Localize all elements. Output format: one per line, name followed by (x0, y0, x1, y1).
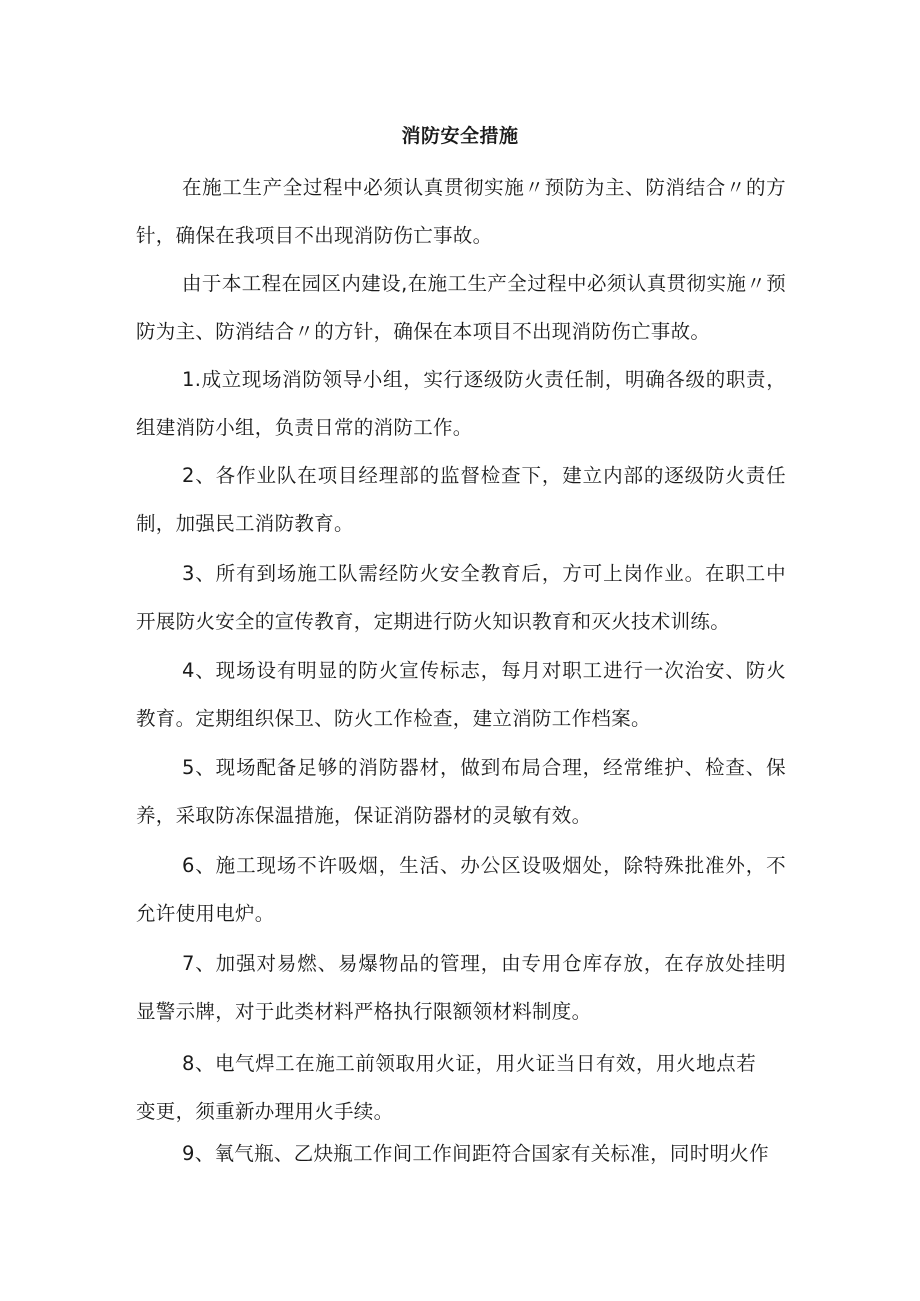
paragraph-item-3: 3、所有到场施工队需经防火安全教育后，方可上岗作业。在职工中开展防火安全的宣传教育，定期进行防火知识教育和灭火技术训练。 (136, 562, 786, 633)
page-title: 消防安全措施 (401, 125, 519, 147)
paragraph-item-5: 5、现场配备足够的消防器材，做到布局合理，经常维护、检查、保养，采取防冻保温措施，保证消防器材的灵敏有效。 (136, 756, 786, 827)
paragraph-item-8: 8、电气焊工在施工前领取用火证，用火证当日有效，用火地点若变更，须重新办理用火手续。 (136, 1052, 756, 1123)
paragraph-item-2: 2、各作业队在项目经理部的监督检查下，建立内部的逐级防火责任制，加强民工消防教育。 (136, 464, 786, 535)
paragraph-item-9: 9、氧气瓶、乙炔瓶工作间工作间距符合国家有关标准，同时明火作 (182, 1142, 769, 1165)
paragraph-item-4: 4、现场设有明显的防火宣传标志，每月对职工进行一次治安、防火教育。定期组织保卫、防火工作检查，建立消防工作档案。 (136, 659, 786, 730)
paragraph-item-7: 7、加强对易燃、易爆物品的管理，由专用仓库存放，在存放处挂明显警示牌，对于此类材料严格执行限额领材料制度。 (136, 952, 786, 1023)
paragraph-item-1: 1.成立现场消防领导小组，实行逐级防火责任制，明确各级的职责，组建消防小组，负责日常的消防工作。 (136, 368, 786, 439)
paragraph-intro-1: 在施工生产全过程中必须认真贯彻实施〃预防为主、防消结合〃的方针，确保在我项目不出现消防伤亡事故。 (136, 176, 786, 247)
paragraph-intro-2: 由于本工程在园区内建设,在施工生产全过程中必须认真贯彻实施〃预防为主、防消结合〃的方针，确保在本项目不出现消防伤亡事故。 (136, 272, 786, 343)
paragraph-item-6: 6、施工现场不许吸烟，生活、办公区设吸烟处，除特殊批准外，不允许使用电炉。 (136, 854, 786, 925)
